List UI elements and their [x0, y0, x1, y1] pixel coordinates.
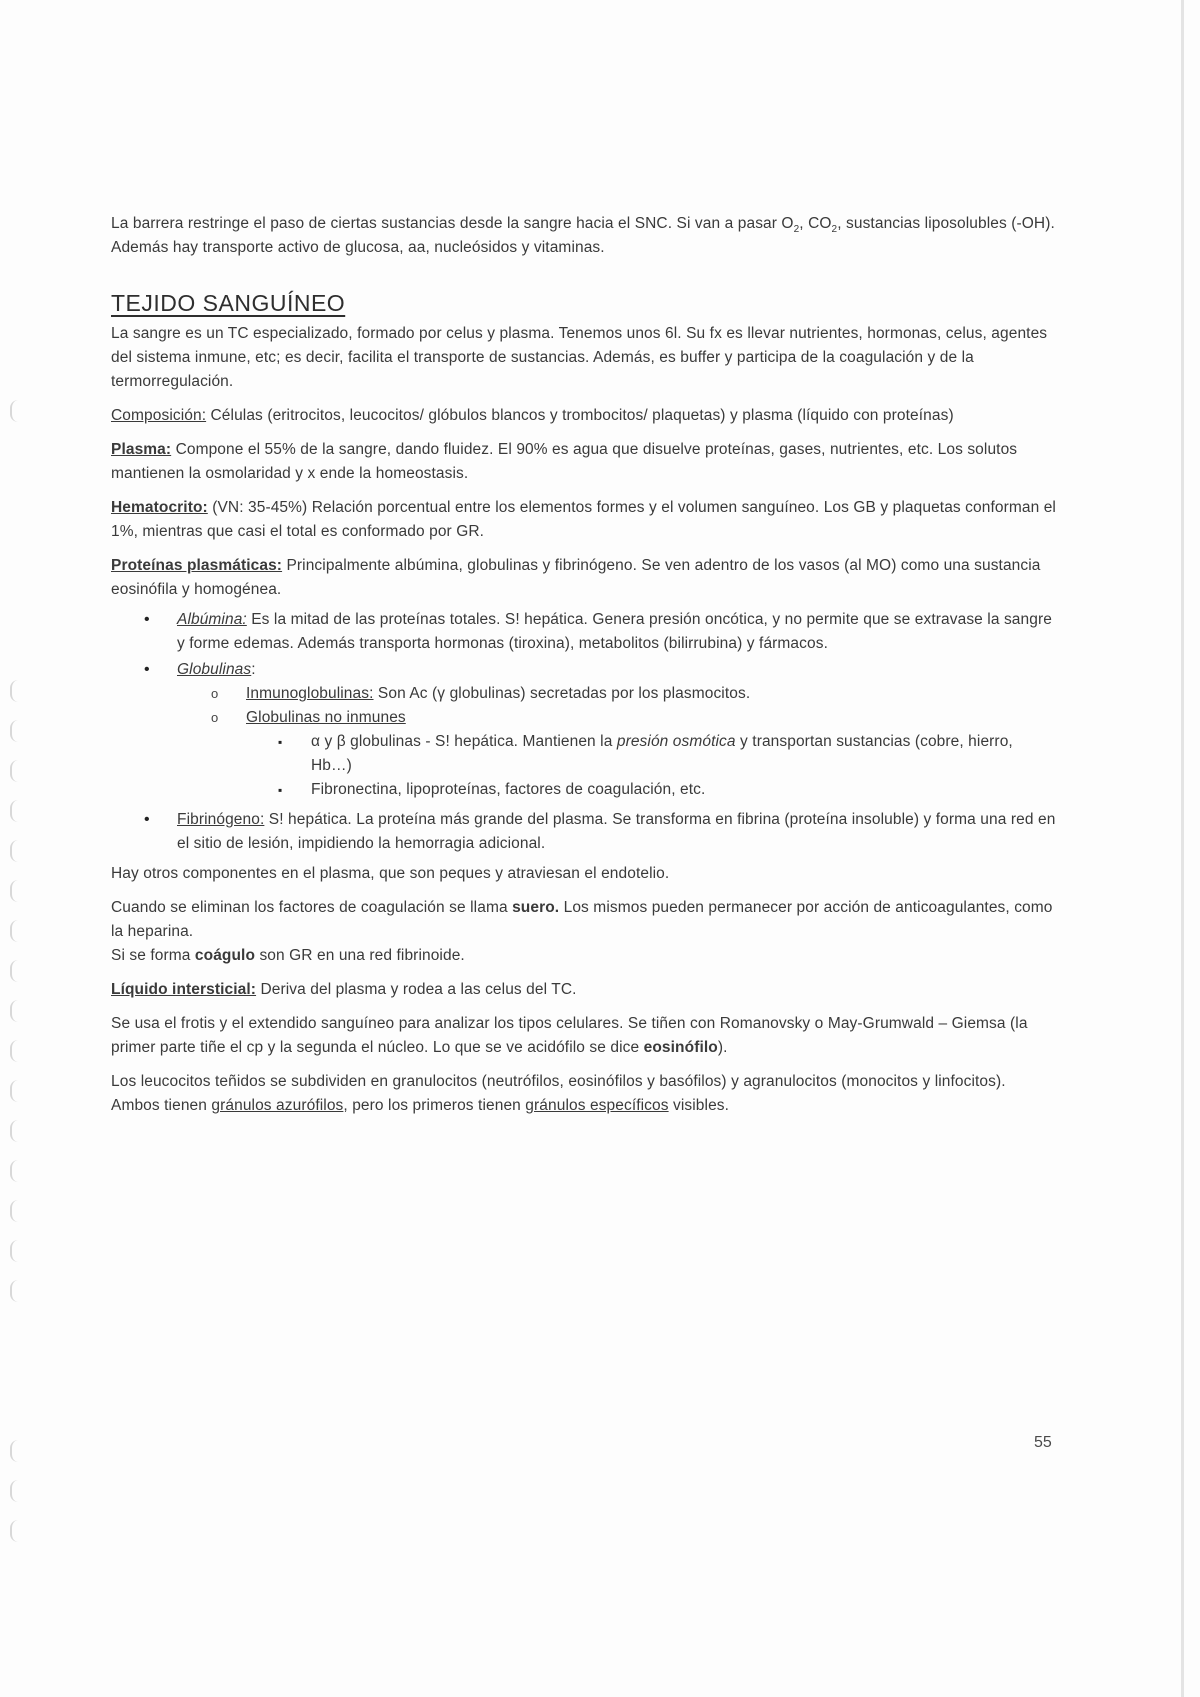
composicion-paragraph: Composición: Células (eritrocitos, leucocitos/ glóbulos blancos y trombocitos/ plaquetas) y plasma (líquido con proteínas) — [111, 407, 954, 424]
no-inmunes-sublist — [246, 730, 1056, 802]
list-item-fibrinogeno: • Fibrinógeno: S! hepática. La proteína más grande del plasma. Se transforma en fibrina (proteína insoluble) y forma una red en el sitio de lesión, impidiendo la hemorragia adicional. — [111, 808, 1056, 856]
proteinas-list — [111, 608, 1056, 856]
leucocitos-paragraph: Los leucocitos teñidos se subdividen en granulocitos (neutrófilos, eosinófilos y basófilos) y agranulocitos (monocitos y linfocitos). Ambos tienen gránulos azurófilos, pero los primeros tienen gránulos específicos visibles. — [111, 1073, 1006, 1114]
plasma-label: Plasma: — [111, 441, 172, 458]
list-item-inmunoglobulinas: o Inmunoglobulinas: Son Ac (γ globulinas) secretadas por los plasmocitos. — [111, 682, 1056, 706]
list-item-globulinas: • Globulinas: o Inmunoglobulinas: Son Ac (γ globulinas) secretadas por los plasmocitos. o Globulinas no inmunes ▪ α y β globulinas - S! hepática. Mantienen la presión osmótica y transportan sustancias (cobre, hierro, Hb…) ▪ Fibronectina, lipoproteínas, factores de coagulación, etc. — [111, 658, 1056, 802]
globulinas-sublist — [177, 682, 1056, 802]
liquido-label: Líquido intersticial: — [111, 981, 257, 998]
scan-edge — [1181, 0, 1184, 1697]
list-item-fibronectina: ▪ Fibronectina, lipoproteínas, factores de coagulación, etc. — [111, 778, 1056, 802]
hematocrito-paragraph: Hematocrito: (VN: 35-45%) Relación porcentual entre los elementos formes y el volumen sanguíneo. Los GB y plaquetas conforman el 1%, mientras que casi el total es conformado por GR. — [111, 499, 1056, 540]
list-item-globulinas-no-inmunes: o Globulinas no inmunes ▪ α y β globulinas - S! hepática. Mantienen la presión osmótica y transportan sustancias (cobre, hierro, Hb…) ▪ Fibronectina, lipoproteínas, factores de coagulación, etc. — [111, 706, 1056, 802]
sangre-paragraph: La sangre es un TC especializado, formado por celus y plasma. Tenemos unos 6l. Su fx es llevar nutrientes, hormonas, celus, agentes del sistema inmune, etc; es decir, facilita el transporte de sustancias. Además, es buffer y participa de la coagulación y de la termorregulación. — [111, 325, 1048, 390]
binder-marks — [0, 380, 30, 1630]
list-item-alfa-beta: ▪ α y β globulinas - S! hepática. Mantienen la presión osmótica y transportan sustancias (cobre, hierro, Hb…) — [111, 730, 1056, 778]
hematocrito-label: Hematocrito: — [111, 499, 208, 516]
intro-paragraph: La barrera restringe el paso de ciertas sustancias desde la sangre hacia el SNC. Si van a pasar $O_2$, $CO_2$, sustancias liposolubles (-OH). Además hay transporte activo de glucosa, aa, nucleósidos y vitaminas. — [111, 215, 1055, 256]
proteinas-label: Proteínas plasmáticas: — [111, 557, 283, 574]
list-item-albumina: • Albúmina: Es la mitad de las proteínas totales. S! hepática. Genera presión oncótica, y no permite que se extravase la sangre y forme edemas. Además transporta hormonas (tiroxina), metabolitos (bilirrubina) y fármacos. — [111, 608, 1056, 656]
page-content — [111, 212, 1056, 1128]
plasma-paragraph: Plasma: Compone el 55% de la sangre, dando fluidez. El 90% es agua que disuelve proteínas, gases, nutrientes, etc. Los solutos mantienen la osmolaridad y x ende la homeostasis. — [111, 441, 1018, 482]
proteinas-paragraph: Proteínas plasmáticas: Principalmente albúmina, globulinas y fibrinógeno. Se ven adentro de los vasos (al MO) como una sustancia eosinófila y homogénea. — [111, 557, 1041, 598]
frotis-paragraph: Se usa el frotis y el extendido sanguíneo para analizar los tipos celulares. Se tiñen con Romanovsky o May-Grumwald – Giemsa (la primer parte tiñe el cp y la segunda el núcleo. Lo que se ve acidófilo se dice eosinófilo). — [111, 1015, 1028, 1056]
composicion-label: Composición: — [111, 407, 207, 424]
otros-paragraph: Hay otros componentes en el plasma, que son peques y atraviesan el endotelio. — [111, 865, 670, 882]
suero-paragraph: Cuando se eliminan los factores de coagulación se llama suero. Los mismos pueden permanecer por acción de anticoagulantes, como la heparina. Si se forma coágulo son GR en una red fibrinoide. — [111, 899, 1053, 964]
page-number: 55 — [1034, 1434, 1052, 1451]
section-title: TEJIDO SANGUÍNEO — [111, 290, 346, 316]
liquido-paragraph: Líquido intersticial: Deriva del plasma y rodea a las celus del TC. — [111, 981, 577, 998]
